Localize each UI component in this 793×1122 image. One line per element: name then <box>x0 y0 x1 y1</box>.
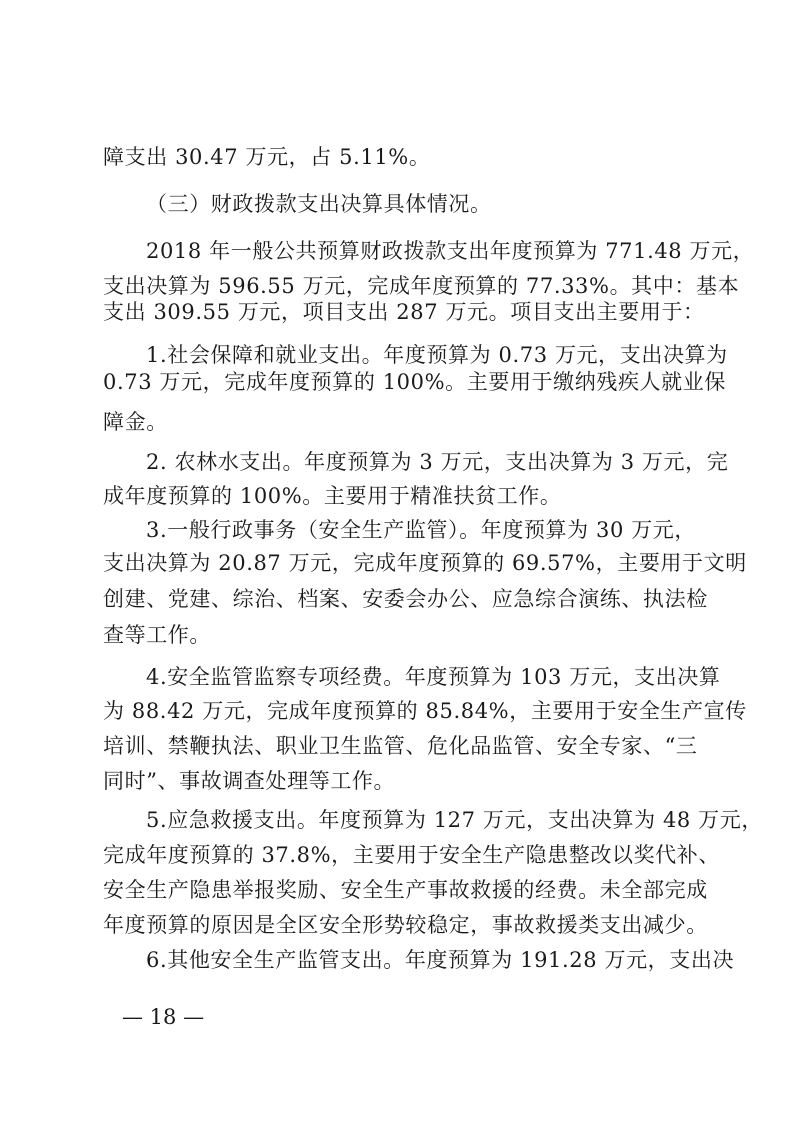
paragraph-line: 安全生产隐患举报奖励、安全生产事故救援的经费。未全部完成 <box>103 878 708 902</box>
paragraph-line: 障支出 30.47 万元，占 5.11%。 <box>103 145 431 169</box>
paragraph-line: 2018 年一般公共预算财政拨款支出年度预算为 771.48 万元， <box>146 239 755 263</box>
page-number: — 18 — <box>122 1005 205 1029</box>
paragraph-line: 0.73 万元，完成年度预算的 100%。主要用于缴纳残疾人就业保 <box>103 370 726 394</box>
paragraph-line: 为 88.42 万元，完成年度预算的 85.84%，主要用于安全生产宣传 <box>103 699 747 723</box>
paragraph-line: 同时”、事故调查处理等工作。 <box>103 769 396 793</box>
paragraph-line: 完成年度预算的 37.8%，主要用于安全生产隐患整改以奖代补、 <box>103 843 720 867</box>
paragraph-line: 6.其他安全生产监管支出。年度预算为 191.28 万元，支出决 <box>146 948 735 972</box>
paragraph-line: 2. 农林水支出。年度预算为 3 万元，支出决算为 3 万元，完 <box>146 450 729 474</box>
paragraph-line: 支出 309.55 万元，项目支出 287 万元。项目支出主要用于： <box>103 300 705 324</box>
paragraph-line: 创建、党建、综治、档案、安委会办公、应急综合演练、执法检 <box>103 587 708 611</box>
paragraph-line: 4.安全监管监察专项经费。年度预算为 103 万元，支出决算 <box>146 665 721 689</box>
paragraph-line: 成年度预算的 100%。主要用于精准扶贫工作。 <box>103 484 562 508</box>
paragraph-line: 支出决算为 20.87 万元，完成年度预算的 69.57%，主要用于文明 <box>103 551 747 575</box>
paragraph-line: 培训、禁鞭执法、职业卫生监管、危化品监管、安全专家、“三 <box>103 734 698 758</box>
paragraph-line: 1.社会保障和就业支出。年度预算为 0.73 万元，支出决算为 <box>146 343 728 367</box>
paragraph-line: 支出决算为 596.55 万元，完成年度预算的 77.33%。其中：基本 <box>103 274 740 298</box>
paragraph-line: 年度预算的原因是全区安全形势较稳定，事故救援类支出减少。 <box>103 913 708 937</box>
paragraph-line: 障金。 <box>103 410 168 434</box>
paragraph-line: 查等工作。 <box>103 623 211 647</box>
section-heading: （三）财政拨款支出决算具体情况。 <box>146 192 492 216</box>
paragraph-line: 3.一般行政事务（安全生产监管）。年度预算为 30 万元， <box>146 518 697 542</box>
paragraph-line: 5.应急救援支出。年度预算为 127 万元，支出决算为 48 万元， <box>146 808 763 832</box>
